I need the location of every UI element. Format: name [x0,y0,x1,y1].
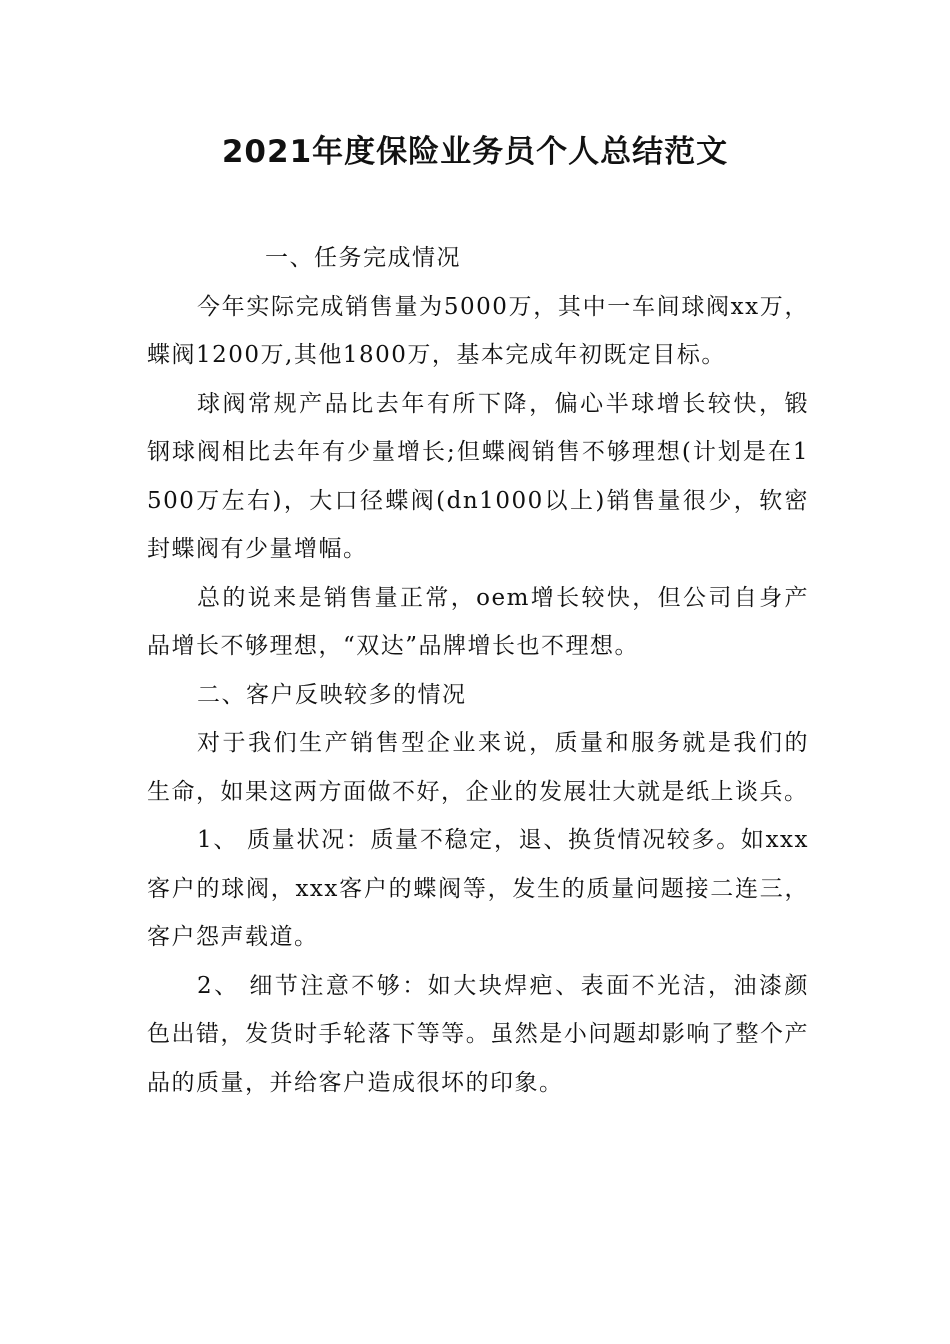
section-heading-task-completion: 一、任务完成情况 [265,245,461,271]
document-body [147,234,809,1107]
document-title: 2021年度保险业务员个人总结范文 [221,134,729,170]
paragraph-sales-volume: 今年实际完成销售量为5000万，其中一车间球阀xx万，蝶阀1200万,其他1800万，基本完成年初既定目标。 [147,293,809,368]
paragraph-quality-service: 对于我们生产销售型企业来说，质量和服务就是我们的生命，如果这两方面做不好，企业的发展壮大就是纸上谈兵。 [147,730,809,805]
paragraph-summary: 总的说来是销售量正常，oem增长较快，但公司自身产品增长不够理想，“双达”品牌增长也不理想。 [147,584,809,659]
paragraph-product-trends: 球阀常规产品比去年有所下降，偏心半球增长较快，锻钢球阀相比去年有少量增长;但蝶阀销售不够理想(计划是在1500万左右)，大口径蝶阀(dn1000以上)销售量很少，软密封蝶阀有少量增幅。 [147,390,809,562]
paragraph-detail-attention: 2、 细节注意不够：如大块焊疤、表面不光洁，油漆颜色出错，发货时手轮落下等等。虽然是小问题却影响了整个产品的质量，并给客户造成很坏的印象。 [147,972,809,1096]
paragraph-quality-status: 1、 质量状况：质量不稳定，退、换货情况较多。如xxx客户的球阀，xxx客户的蝶阀等，发生的质量问题接二连三，客户怨声载道。 [147,827,809,950]
section-heading-customer-feedback: 二、客户反映较多的情况 [197,681,467,708]
